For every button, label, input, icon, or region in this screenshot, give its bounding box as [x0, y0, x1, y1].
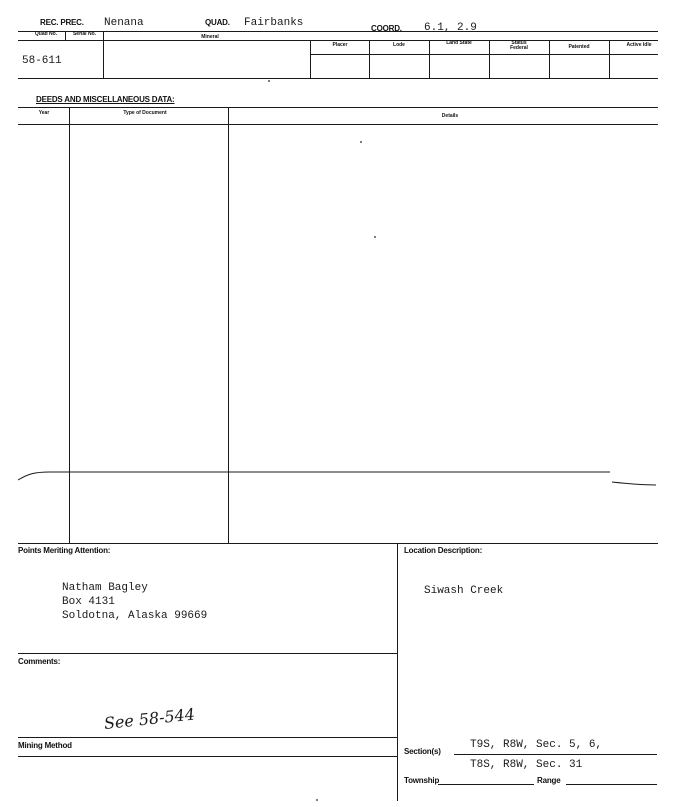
coord-label: COORD. — [371, 24, 402, 33]
sections-value: T9S, R8W, Sec. 5, 6, — [470, 739, 603, 751]
serial-no-header: Serial No. — [72, 31, 97, 37]
address-box: Box 4131 — [62, 596, 115, 608]
township-underline — [438, 784, 534, 785]
patented-header: Patented — [568, 44, 590, 50]
quad-no-header: Quad No. — [34, 31, 58, 37]
location-description-label: Location Description: — [404, 546, 483, 555]
quad-no-value: 58-611 — [22, 55, 62, 67]
township-label: Township — [404, 776, 440, 785]
quad-label: QUAD. — [205, 18, 230, 27]
header-column-rule — [18, 40, 658, 41]
handwritten-note: See 58-544 — [103, 704, 196, 733]
details-header: Details — [441, 113, 459, 119]
quad-value: Fairbanks — [244, 17, 304, 29]
mining-method-top-rule — [18, 737, 397, 738]
deeds-section-title: DEEDS AND MISCELLANEOUS DATA: — [36, 95, 175, 104]
page-fold-line — [0, 460, 678, 490]
header-value-rule — [310, 54, 658, 55]
address-city: Soldotna, Alaska 99669 — [62, 610, 208, 622]
header-bottom-rule — [18, 78, 658, 79]
rec-prec-label: REC. PREC. — [40, 18, 84, 27]
placer-header: Placer — [332, 42, 348, 48]
location-description-value: Siwash Creek — [424, 585, 504, 597]
rec-prec-value: Nenana — [104, 17, 144, 29]
deeds-top-rule — [18, 107, 658, 108]
sections-underline — [454, 754, 657, 755]
lower-section-top-rule — [18, 543, 658, 544]
township-line-2: T8S, R8W, Sec. 31 — [470, 759, 583, 771]
deeds-header-rule — [18, 124, 658, 125]
points-meriting-attention-label: Points Meriting Attention: — [18, 546, 111, 555]
mining-method-label: Mining Method — [18, 741, 72, 750]
address-name: Natham Bagley — [62, 582, 148, 594]
active-idle-header: Active Idle — [626, 42, 652, 48]
range-underline — [566, 784, 657, 785]
status-federal-header: Status Federal — [510, 40, 528, 51]
lode-header: Lode — [393, 42, 405, 48]
type-of-document-header: Type of Document — [123, 110, 167, 116]
mining-method-bottom-rule — [18, 756, 397, 757]
points-address — [62, 581, 207, 623]
comments-top-rule — [18, 653, 397, 654]
header-top-rule — [18, 31, 658, 32]
lower-section-divider — [397, 543, 398, 801]
range-label: Range — [537, 776, 561, 785]
mineral-header: Mineral — [201, 34, 219, 40]
comments-label: Comments: — [18, 657, 61, 666]
coord-value: 6.1, 2.9 — [424, 22, 477, 34]
sections-label: Section(s) — [404, 747, 441, 756]
land-state-header: Land State — [446, 40, 472, 46]
year-header: Year — [38, 110, 50, 116]
